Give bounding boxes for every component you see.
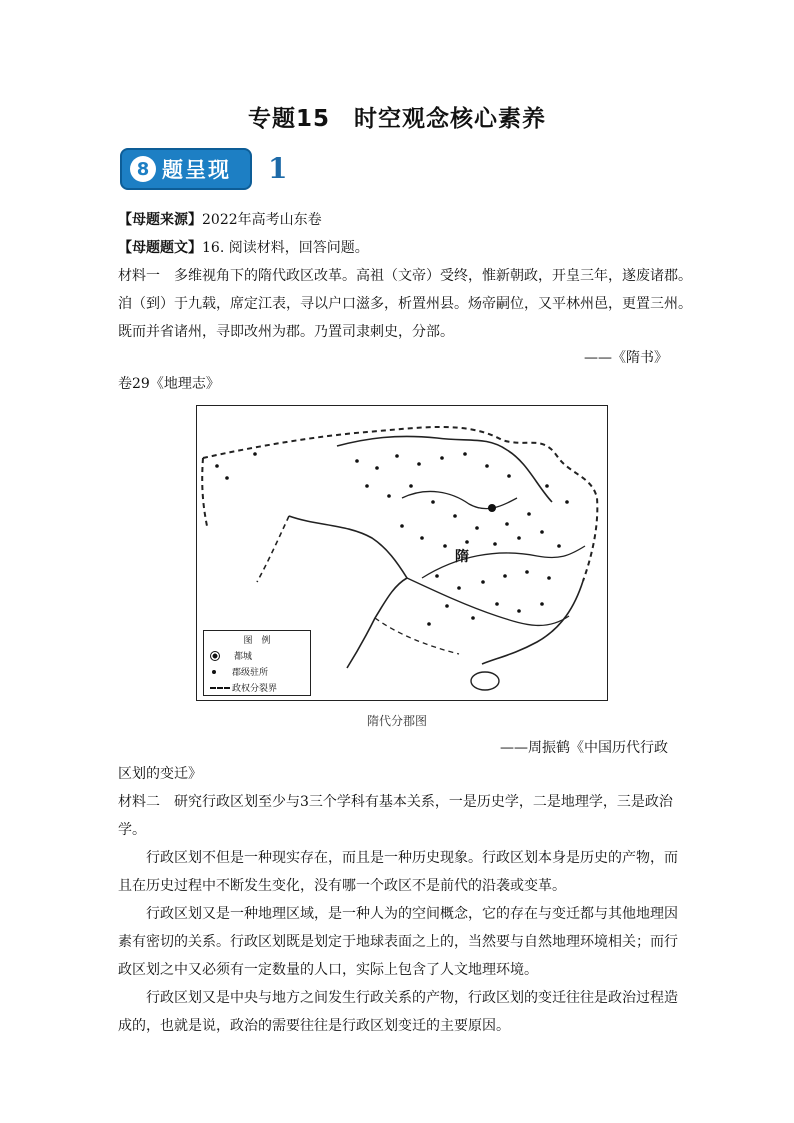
badge-label: 题呈现 [162,158,231,182]
badge-number: 1 [268,152,288,185]
map-legend [203,630,311,696]
prefecture-dots [215,452,569,626]
legend-item: 郡级驻所 [232,668,269,678]
material1-line: 既而并省诸州，寻即改州为郡。乃置司隶刺史，分部。 [118,324,454,340]
material2-line: 成的，也就是说，政治的需要往往是行政区划变迁的主要原因。 [118,1018,510,1034]
material2-line: 行政区划不但是一种现实存在，而且是一种历史现象。行政区划本身是历史的产物，而 [118,850,678,866]
legend-item: 政权分裂界 [232,684,278,694]
material1-citation: ——《隋书》 [584,350,668,366]
material2-line: 且在历史过程中不断发生变化，没有哪一个政区不是前代的沿袭或变革。 [118,878,566,894]
map-citation: ——周振鹤《中国历代行政 [500,740,668,756]
material2-line: 政区划之中又必须有一定数量的人口，实际上包含了人文地理环境。 [118,962,538,978]
map-region-label: 隋 [455,549,469,565]
capital-icon [210,651,220,661]
badge-number-icon: 8 [130,156,156,182]
question-text: 16. 阅读材料，回答问题。 [202,240,369,256]
border-line-icon [210,687,230,689]
material2-line: 素有密切的关系。行政区划既是划定于地球表面之上的，当然要与自然地理环境相关；而行 [118,934,678,950]
map-citation-cont: 区划的变迁》 [118,766,202,782]
prefecture-icon [212,670,216,674]
material1-citation-cont: 卷29《地理志》 [118,376,220,392]
legend-item: 都城 [234,652,253,662]
question-label: 【母题题文】 [118,240,202,256]
question-line [118,238,369,258]
material2-line: 行政区划又是一种地理区域，是一种人为的空间概念，它的存在与变迁都与其他地理因 [118,906,678,922]
source-text: 2022年高考山东卷 [202,212,322,228]
material1-line: 材料一 多维视角下的隋代政区改革。高祖（文帝）受终，惟新朝政，开皇三年，遂废诸郡。 [118,268,692,284]
page-title: 专题15 时空观念核心素养 [247,106,546,132]
question-badge [120,148,252,190]
legend-title: 图 例 [243,636,271,646]
material2-line: 材料二 研究行政区划至少与3三个学科有基本关系，一是历史学，二是地理学，三是政治 [118,794,673,810]
material1-line: 洎（到）于九载，席定江表，寻以户口滋多，析置州县。炀帝嗣位，又平林州邑，更置三州。 [118,296,692,312]
sui-dynasty-map [196,405,608,701]
material2-line: 学。 [118,822,146,838]
source-line [118,210,322,230]
map-caption: 隋代分郡图 [366,714,427,728]
source-label: 【母题来源】 [118,212,202,228]
material2-line: 行政区划又是中央与地方之间发生行政关系的产物，行政区划的变迁往往是政治过程造 [118,990,678,1006]
